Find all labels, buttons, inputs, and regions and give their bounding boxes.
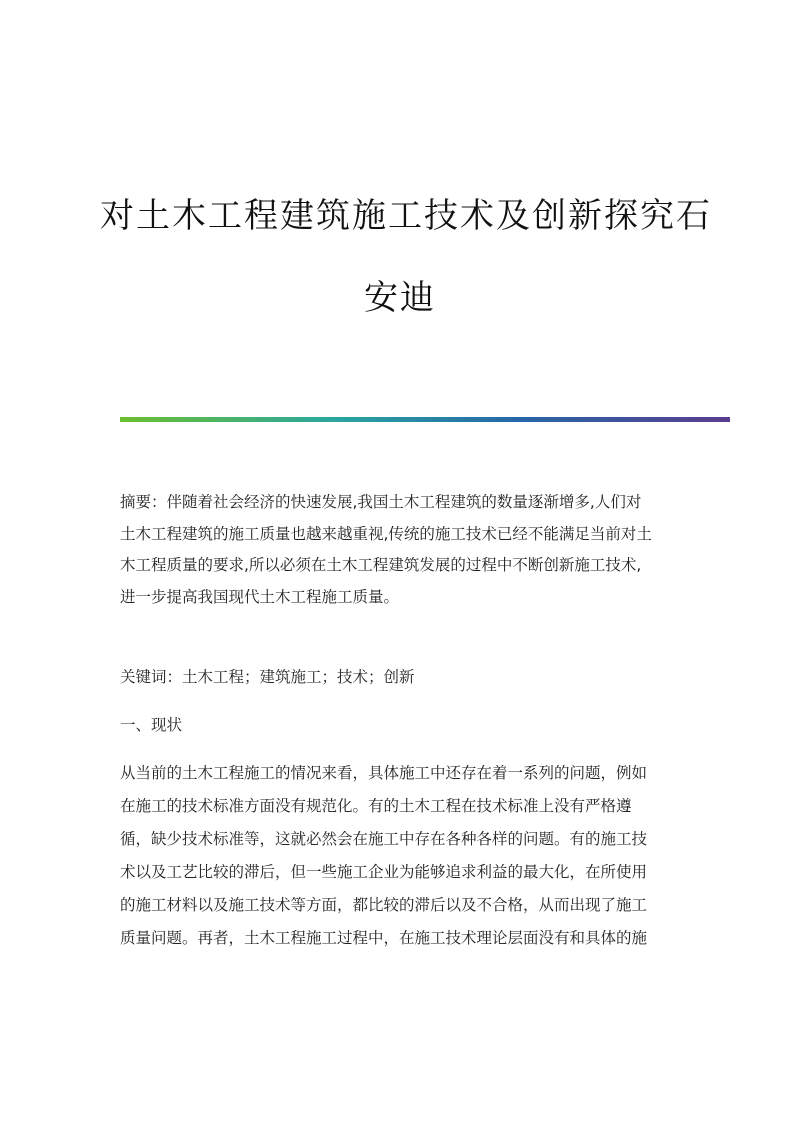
keywords-line: 关键词：土木工程；建筑施工；技术；创新 (120, 668, 415, 686)
body-line: 术以及工艺比较的滞后，但一些施工企业为能够追求利益的最大化，在所使用 (120, 863, 648, 881)
abstract-line: 进一步提高我国现代土木工程施工质量。 (120, 587, 400, 606)
abstract-line: 土木工程建筑的施工质量也越来越重视,传统的施工技术已经不能满足当前对土 (120, 524, 652, 543)
gradient-divider (120, 417, 730, 422)
abstract-line: 摘要：伴随着社会经济的快速发展,我国土木工程建筑的数量逐渐增多,人们对 (120, 493, 642, 511)
body-line: 的施工材料以及施工技术等方面，都比较的滞后以及不合格，从而出现了施工 (120, 896, 648, 914)
abstract-line: 木工程质量的要求,所以必须在土木工程建筑发展的过程中不断创新施工技术, (120, 556, 642, 574)
body-line: 从当前的土木工程施工的情况来看，具体施工中还存在着一系列的问题，例如 (120, 764, 648, 782)
section-heading: 一、现状 (120, 716, 183, 734)
body-line: 在施工的技术标准方面没有规范化。有的土木工程在技术标准上没有严格遵 (120, 797, 632, 815)
body-line: 循，缺少技术标准等，这就必然会在施工中存在各种各样的问题。有的施工技 (120, 830, 648, 848)
abstract-paragraph (120, 487, 680, 613)
body-line: 质量问题。再者，土木工程施工过程中，在施工技术理论层面没有和具体的施 (120, 929, 648, 947)
document-title-line-1: 对土木工程建筑施工技术及创新探究石 (100, 196, 712, 236)
document-title-line-2: 安迪 (364, 278, 436, 318)
section-body-paragraph (120, 757, 680, 955)
